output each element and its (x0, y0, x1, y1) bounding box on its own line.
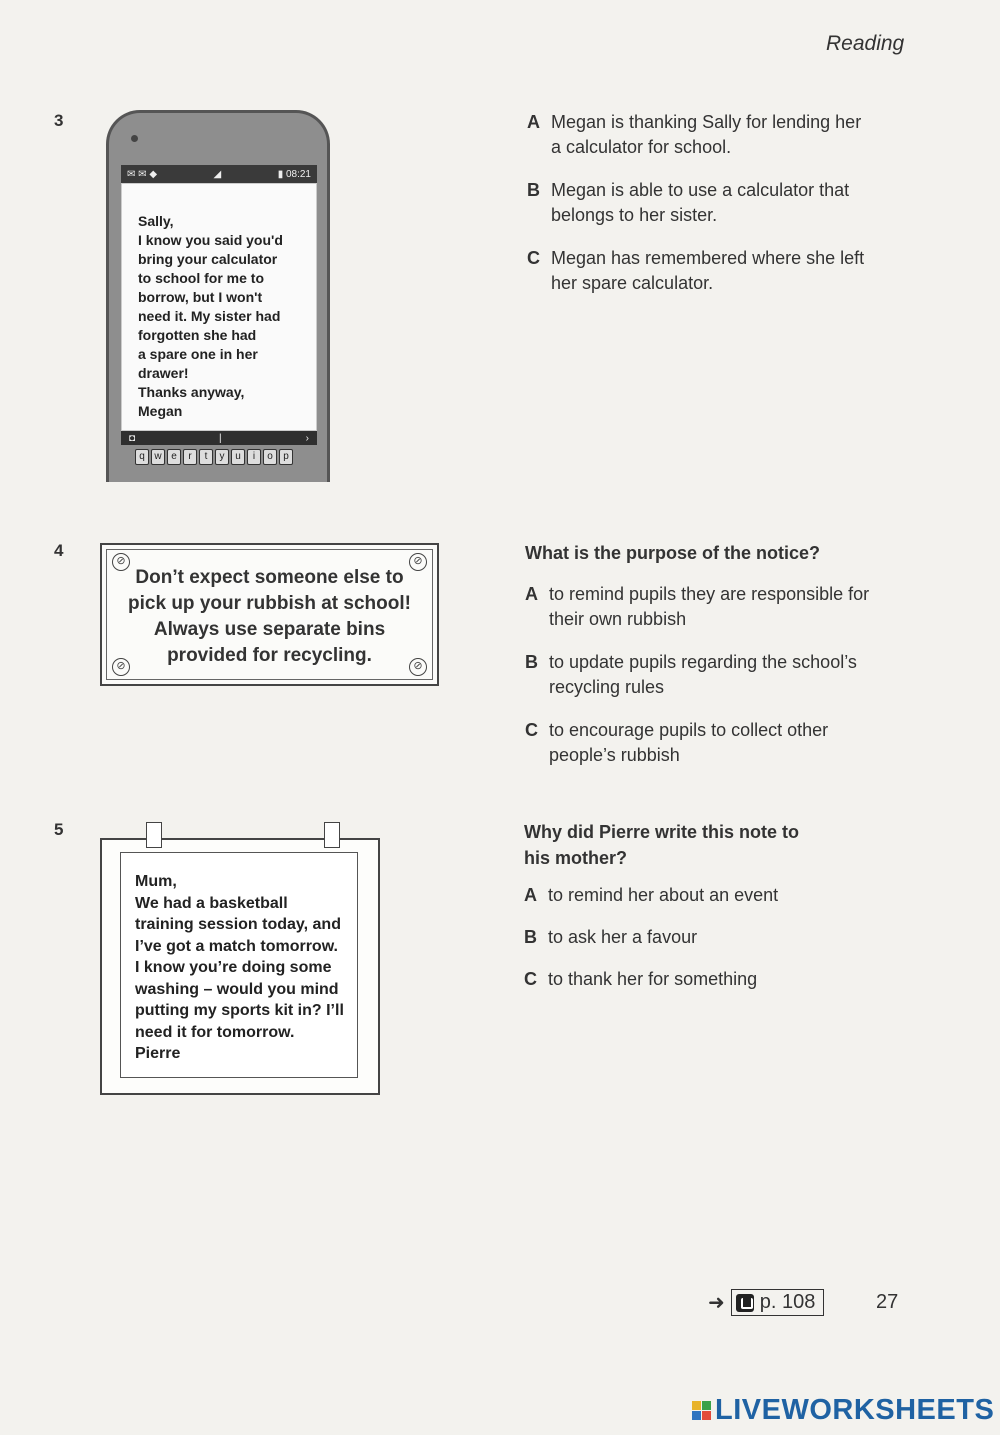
camera-icon (131, 135, 138, 142)
message-line: forgotten she had (138, 327, 257, 343)
q4-block (525, 540, 935, 768)
key: o (263, 449, 277, 465)
key: i (247, 449, 261, 465)
camera-button-icon: ◘ (129, 432, 136, 444)
tape-icon (146, 822, 162, 848)
note-line: need it for tomorrow. (135, 1023, 295, 1041)
cursor-icon: | (219, 432, 222, 444)
note-line: Pierre (135, 1045, 181, 1062)
key: p (279, 449, 293, 465)
note-board (100, 838, 380, 1095)
q3-options (527, 110, 927, 296)
message-line: a spare one in her (138, 346, 258, 362)
message-line: borrow, but I won't (138, 289, 263, 305)
send-arrow-icon: › (305, 432, 309, 444)
message-line: I know you said you'd (138, 232, 283, 248)
q5-option-b[interactable]: B to ask her a favour (524, 927, 698, 947)
phone-illustration (106, 110, 330, 482)
pierre-note (120, 852, 358, 1078)
q5-block (524, 819, 934, 992)
q4-option-b[interactable]: B to update pupils regarding the school’s recycling rules (525, 652, 857, 697)
tape-icon (324, 822, 340, 848)
phone-status-bar (121, 165, 317, 183)
screw-icon: ⊘ (409, 553, 427, 571)
note-line: I know you’re doing some (135, 959, 332, 976)
message-line: need it. My sister had (138, 308, 281, 324)
notification-icons: ✉ ✉ ◆ (127, 168, 158, 180)
key: r (183, 449, 197, 465)
signal-icon: ◢ (213, 168, 222, 180)
note-line: washing – would you mind (135, 980, 339, 998)
q4-option-c[interactable]: C to encourage pupils to collect other people’s rubbish (525, 720, 829, 765)
note-line: We had a basketball (135, 894, 288, 912)
message-line: bring your calculator (138, 251, 278, 267)
reference-icon (736, 1294, 754, 1312)
q5-option-c[interactable]: C to thank her for something (524, 969, 758, 989)
screw-icon: ⊘ (409, 658, 427, 676)
q3-option-b[interactable]: B Megan is able to use a calculator that belongs to her sister. (527, 180, 850, 225)
q5-option-a[interactable]: A to remind her about an event (524, 885, 779, 905)
message-line: Megan (138, 403, 183, 419)
brand-logo-icon (692, 1401, 711, 1420)
screw-icon: ⊘ (112, 658, 130, 676)
key: u (231, 449, 245, 465)
key: t (199, 449, 213, 465)
page-ref-label: p. 108 (759, 1291, 816, 1313)
question-number-5: 5 (54, 820, 64, 839)
question-number-4: 4 (54, 541, 64, 560)
note-line: training session today, and (135, 916, 341, 933)
key: e (167, 449, 181, 465)
page-number: 27 (876, 1291, 899, 1313)
brand-text: LIVEWORKSHEETS (715, 1394, 995, 1426)
note-line: I’ve got a match tomorrow. (135, 937, 338, 955)
liveworksheets-logo[interactable] (692, 1394, 994, 1427)
text-message (121, 183, 317, 431)
q3-option-a[interactable]: A Megan is thanking Sally for lending her a calculator for school. (527, 112, 862, 157)
message-line: Thanks anyway, (138, 384, 245, 400)
message-line: Sally, (138, 213, 174, 229)
phone-time: ▮ 08:21 (277, 168, 311, 180)
q4-question: What is the purpose of the notice? (525, 543, 821, 563)
arrow-right-icon: ➜ (708, 1292, 725, 1314)
message-line: to school for me to (138, 270, 264, 286)
school-notice (100, 543, 439, 686)
notice-text: Don’t expect someone else to pick up your rubbish at school! Always use separate bins provided for recycling. (128, 567, 411, 666)
key: y (215, 449, 229, 465)
q4-option-a[interactable]: A to remind pupils they are responsible for their own rubbish (525, 584, 870, 629)
section-title: Reading (826, 32, 905, 55)
key: q (135, 449, 149, 465)
note-line: putting my sports kit in? I’ll (135, 1002, 344, 1019)
phone-input-bar (121, 431, 317, 445)
q5-question: Why did Pierre write this note to his mother? (524, 822, 800, 868)
note-line: Mum, (135, 873, 177, 890)
page-reference[interactable] (708, 1289, 824, 1316)
q3-option-c[interactable]: C Megan has remembered where she left her spare calculator. (527, 248, 865, 293)
screw-icon: ⊘ (112, 553, 130, 571)
question-number-3: 3 (54, 111, 64, 130)
key: w (151, 449, 165, 465)
phone-keyboard (135, 449, 293, 465)
message-line: drawer! (138, 365, 189, 381)
